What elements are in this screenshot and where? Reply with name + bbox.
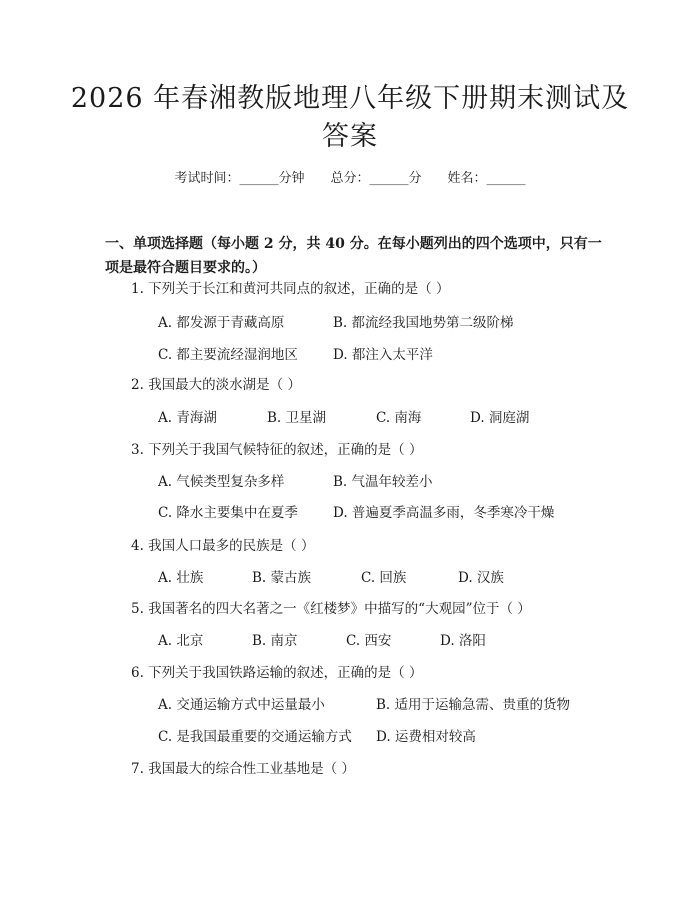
question-option: B. 卫星湖 (267, 410, 327, 426)
question-option: C. 都主要流经湿润地区 (158, 347, 298, 363)
student-name-field: 姓名：______ (447, 171, 526, 186)
question-option: B. 蒙古族 (252, 570, 312, 586)
total-score-field: 总分：______分 (330, 171, 422, 186)
question-stem: 2. 我国最大的淡水湖是（ ） (131, 377, 301, 393)
question-option: D. 都注入太平洋 (333, 347, 433, 363)
question-option: C. 西安 (346, 633, 392, 649)
question-option: B. 适用于运输急需、贵重的货物 (376, 697, 571, 713)
question-stem: 5. 我国著名的四大名著之一《红楼梦》中描写的“大观园”位于（ ） (131, 601, 531, 617)
exam-time-field: 考试时间：______分钟 (174, 171, 305, 186)
question-stem: 4. 我国人口最多的民族是（ ） (131, 538, 315, 554)
question-stem: 6. 下列关于我国铁路运输的叙述，正确的是（ ） (131, 665, 423, 681)
question-option: D. 普遍夏季高温多雨，冬季寒冷干燥 (333, 505, 555, 521)
question-option: A. 交通运输方式中运量最小 (158, 697, 325, 713)
question-option: A. 青海湖 (158, 410, 217, 426)
question-stem: 3. 下列关于我国气候特征的叙述，正确的是（ ） (131, 442, 423, 458)
page-title: 2026 年春湘教版地理八年级下册期末测试及答案 (70, 83, 630, 152)
question-stem: 1. 下列关于长江和黄河共同点的叙述，正确的是（ ） (131, 281, 450, 297)
question-option: A. 北京 (158, 633, 204, 649)
question-option: C. 是我国最重要的交通运输方式 (158, 729, 352, 745)
question-stem: 7. 我国最大的综合性工业基地是（ ） (131, 761, 355, 777)
question-option: D. 汉族 (458, 570, 504, 586)
exam-info-line (0, 170, 700, 188)
question-option: D. 运费相对较高 (376, 729, 476, 745)
question-option: A. 壮族 (158, 570, 204, 586)
question-option: B. 南京 (252, 633, 298, 649)
question-option: D. 洛阳 (440, 633, 486, 649)
question-option: C. 降水主要集中在夏季 (158, 505, 298, 521)
question-option: A. 气候类型复杂多样 (158, 474, 285, 490)
question-option: B. 气温年较差小 (333, 474, 433, 490)
question-option: C. 南海 (376, 410, 422, 426)
question-option: A. 都发源于青藏高原 (158, 315, 285, 331)
question-option: D. 洞庭湖 (470, 410, 530, 426)
question-option: C. 回族 (361, 570, 407, 586)
section-heading: 一、单项选择题（每小题 2 分，共 40 分。在每小题列出的四个选项中，只有一项是最符合题目要求的。） (105, 236, 602, 276)
question-option: B. 都流经我国地势第二级阶梯 (333, 315, 514, 331)
